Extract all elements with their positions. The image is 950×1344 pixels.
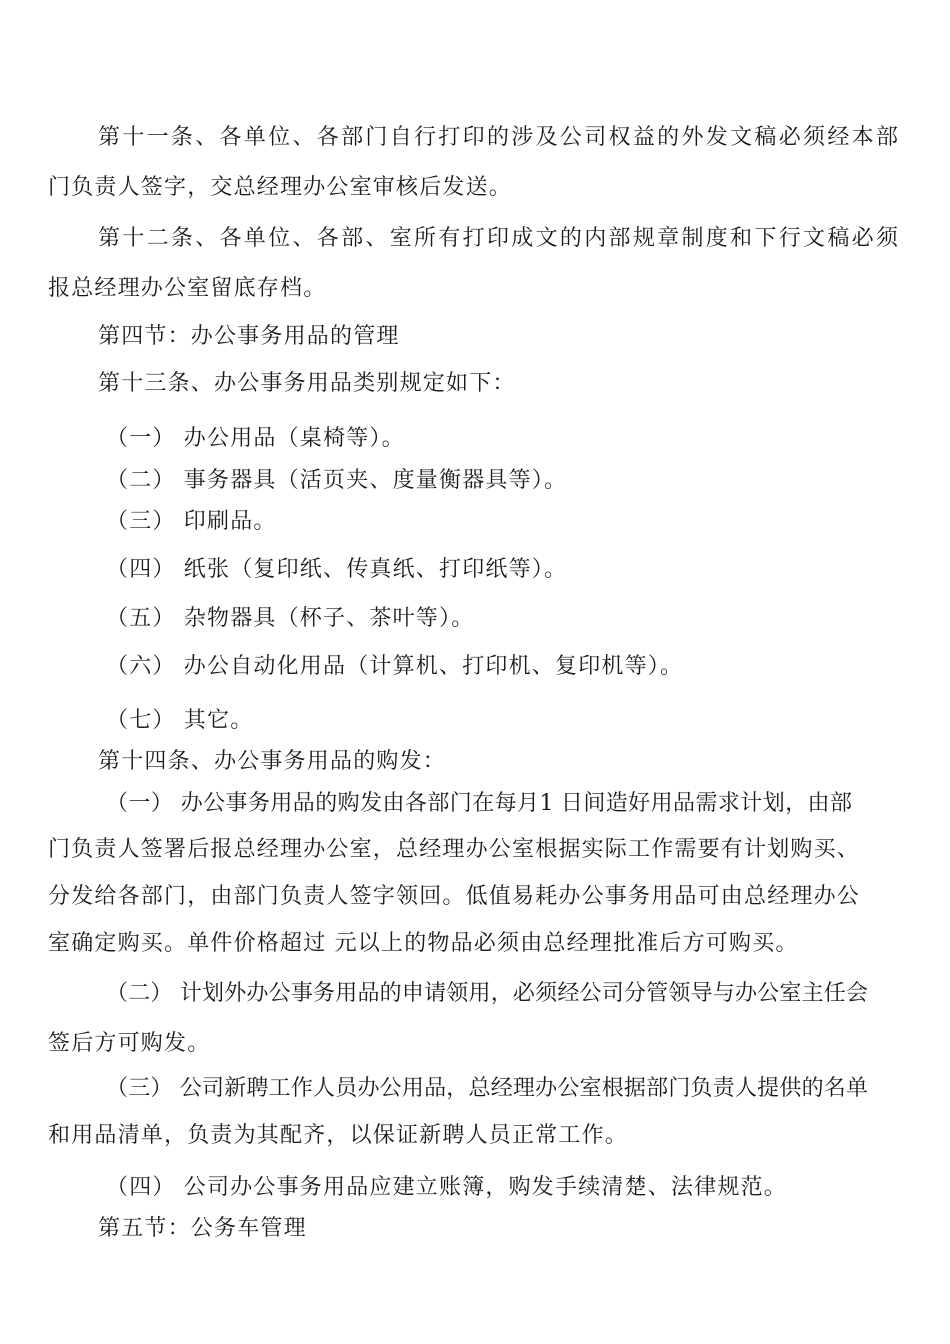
article-13-item-3: （三） 印刷品。 xyxy=(106,509,277,534)
article-13-item-4: （四） 纸张（复印纸、传真纸、打印纸等）。 xyxy=(106,557,568,582)
article-14-item-1-line-4: 室确定购买。单件价格超过 元以上的物品必须由总经理批准后方可购买。 xyxy=(48,931,799,956)
article-14-item-3-line-1: （三） 公司新聘工作人员办公用品，总经理办公室根据部门负责人提供的名单 xyxy=(106,1076,868,1101)
article-13-item-6: （六） 办公自动化用品（计算机、打印机、复印机等）。 xyxy=(106,654,684,679)
section-5-heading: 第五节：公务车管理 xyxy=(98,1216,307,1241)
article-14-item-1-line-2: 门负责人签署后报总经理办公室，总经理办公室根据实际工作需要有计划购买、 xyxy=(48,837,861,862)
article-13-item-2: （二） 事务器具（活页夹、度量衡器具等）。 xyxy=(106,468,568,493)
article-14-item-4: （四） 公司办公事务用品应建立账簿，购发手续清楚、法律规范。 xyxy=(106,1175,787,1200)
article-14-item-3-line-2: 和用品清单，负责为其配齐，以保证新聘人员正常工作。 xyxy=(48,1123,629,1148)
section-4-heading: 第四节：办公事务用品的管理 xyxy=(98,324,400,349)
article-13-intro: 第十三条、办公事务用品类别规定如下： xyxy=(98,371,516,396)
article-12-line-1: 第十二条、各单位、各部、室所有打印成文的内部规章制度和下行文稿必须 xyxy=(98,226,898,251)
article-11-line-2: 门负责人签字，交总经理办公室审核后发送。 xyxy=(48,175,513,200)
article-13-item-7: （七） 其它。 xyxy=(106,708,254,733)
article-13-item-1: （一） 办公用品（桌椅等）。 xyxy=(106,426,405,451)
article-14-intro: 第十四条、办公事务用品的购发： xyxy=(98,749,447,774)
article-11-line-1: 第十一条、各单位、各部门自行打印的涉及公司权益的外发文稿必须经本部 xyxy=(98,125,898,150)
article-13-item-5: （五） 杂物器具（杯子、茶叶等）。 xyxy=(106,606,475,631)
article-14-item-1-line-3: 分发给各部门，由部门负责人签字领回。低值易耗办公事务用品可由总经理办公 xyxy=(48,884,861,909)
article-14-item-2-line-2: 签后方可购发。 xyxy=(48,1031,211,1056)
article-14-item-2-line-1: （二） 计划外办公事务用品的申请领用，必须经公司分管领导与办公室主任会 xyxy=(106,981,868,1006)
article-14-item-1-line-1: （一） 办公事务用品的购发由各部门在每月1 日间造好用品需求计划，由部 xyxy=(106,791,852,816)
article-12-line-2: 报总经理办公室留底存档。 xyxy=(48,276,327,301)
